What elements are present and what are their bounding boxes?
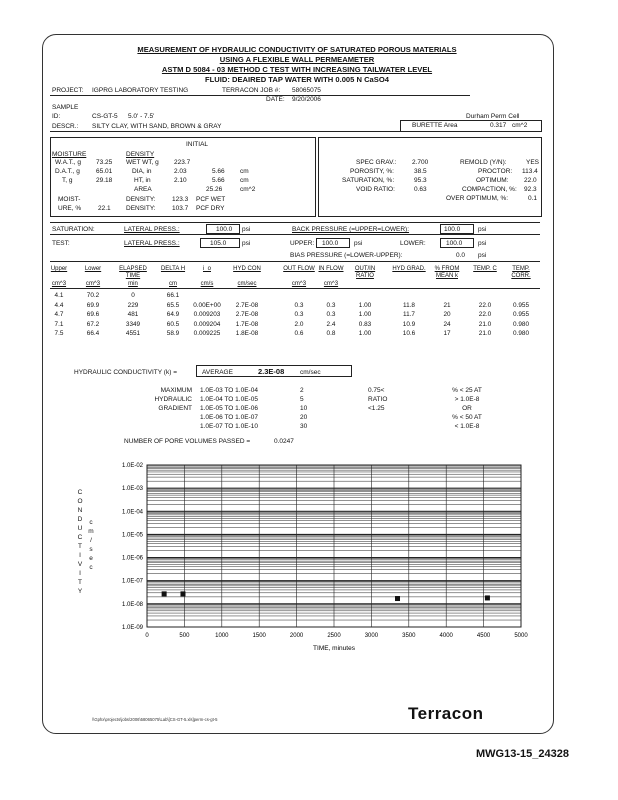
table-header: TEMP. C [473,266,497,272]
criteria-ratio: <1.25 [368,405,385,412]
table-header-unit: min [128,281,138,287]
table-cell: 0.009225 [193,330,221,337]
moisture-label: MOISTURE [52,151,87,158]
table-cell: 10.6 [402,330,416,337]
table-cell: 0.980 [513,330,529,337]
lower-value: 100.0 [446,240,463,247]
void-ratio-label: VOID RATIO: [356,186,395,193]
table-cell: 11.8 [403,301,415,309]
criteria-ratio: RATIO [368,396,388,403]
x-tick-label: 4000 [439,633,453,639]
x-tick-label: 1500 [252,633,266,639]
ht-cm-unit: cm [240,177,249,184]
remold-value: YES [526,159,540,166]
y-axis-letter: N [77,507,83,514]
document-id: MWG13-15_24328 [476,748,569,760]
upper-value: 100.0 [322,240,339,247]
criteria-range: 1.0E-04 TO 1.0E-05 [200,396,258,403]
dat-value: 65.01 [96,168,113,175]
y-tick-label: 1.0E-08 [121,601,143,608]
ht-value: 2.10 [174,177,187,184]
table-cell: 0.009203 [193,311,221,318]
table-header-unit: cm^3 [51,281,67,287]
project-label: PROJECT: [52,87,84,94]
table-cell: 66.1 [166,292,180,299]
table-cell: 64.9 [166,311,180,318]
compaction-value: 92.3 [524,186,537,193]
y-axis-unit-letter: / [90,537,92,544]
criteria-gradient: 5 [300,396,304,403]
table-cell: 58.9 [166,330,180,337]
y-axis-letter: U [77,525,83,532]
y-axis-letter: I [79,552,81,559]
density-wet-value: 123.3 [172,196,189,203]
density-dry-label: DENSITY: [126,205,156,212]
criteria-label-1: MAXIMUM [160,387,192,394]
table-header: HYD CON [233,266,261,272]
over-optimum-label: OVER OPTIMUM, %: [446,195,509,202]
table-header: i_o [202,266,211,272]
table-cell: 24 [443,320,451,328]
table-header: Lower [84,266,102,272]
table-header: ELAPSED TIME [119,266,147,279]
table-cell: 0.8 [326,330,336,337]
table-cell: 67.2 [86,320,100,328]
y-tick-label: 1.0E-09 [121,625,143,631]
ht-cm-value: 5.66 [212,177,225,184]
x-axis-label: TIME, minutes [313,645,355,652]
table-cell: 1.00 [358,301,372,309]
moist-label: MOIST- [58,196,81,203]
ht-label: HT, in [134,177,151,184]
table-header-unit: cm/sec [237,281,257,287]
area-label: AREA [134,186,152,193]
criteria-label-2: HYDRAULIC [154,396,192,403]
data-point [180,591,185,596]
bias-pressure-value: 0.0 [456,252,466,259]
table-cell: 21.0 [478,330,492,337]
initial-heading: INITIAL [186,141,209,148]
psi-3: psi [242,240,251,247]
lateral-press-label-1: LATERAL PRESS.: [124,226,180,233]
table-cell: 0.3 [326,311,336,318]
psi-6: psi [478,252,487,259]
density-dry-unit: PCF DRY [196,205,225,212]
table-cell: 21 [443,301,451,309]
psi-4: psi [354,240,363,247]
porosity-value: 38.5 [414,168,427,175]
y-axis-letter: I [79,570,81,577]
wet-wt-label: WET WT, g [126,159,159,166]
table-cell: 481 [127,311,139,318]
psi-1: psi [242,226,251,233]
average-label: AVERAGE [202,369,233,376]
pore-volumes-value: 0.0247 [274,438,294,445]
title-line-2: USING A FLEXIBLE WALL PERMEAMETER [219,55,375,64]
table-cell: 20 [443,311,451,318]
table-cell: 22.0 [478,301,492,309]
bias-pressure-label: BIAS PRESSURE (=LOWER-UPPER): [290,252,403,259]
dat-label: D.A.T., g [55,168,80,175]
y-axis-letter: C [77,534,83,541]
psi-2: psi [478,226,487,233]
y-axis-letter: V [77,561,83,568]
y-axis-unit-letter: e [89,555,93,562]
void-ratio-value: 0.63 [414,186,427,193]
saturation-stage-label: SATURATION: [52,226,95,233]
burette-unit: cm^2 [512,122,528,129]
file-path: \\Gphx\projects\jobs\2006\58065075\Lab\[CS-GT-5.xls]perm-cs-gt-5 [92,717,218,722]
saturation-value: 95.3 [414,177,427,184]
criteria-gradient: 2 [300,387,304,394]
lateral-press-value-2: 105.0 [210,240,227,247]
tare-value: 29.18 [96,177,113,184]
density-label: DENSITY [126,151,155,158]
criteria-ratio: 0.75< [368,387,385,394]
saturation-label: SATURATION, %: [342,177,395,184]
data-point [162,591,167,596]
lower-label: LOWER: [400,240,426,247]
remold-label: REMOLD (Y/N): [460,159,507,166]
psi-5: psi [478,240,487,247]
spec-grav-label: SPEC GRAV.: [356,159,397,166]
dia-cm-unit: cm [240,168,249,175]
table-cell: 10.9 [402,320,416,328]
table-cell: 7.5 [54,330,64,337]
table-header-unit: cm^3 [323,281,339,287]
y-axis-letter: O [77,498,83,505]
criteria-range: 1.0E-06 TO 1.0E-07 [200,414,258,421]
data-point [395,596,400,601]
table-cell: 0.3 [294,301,304,309]
hydraulic-conductivity-label: HYDRAULIC CONDUCTIVITY (k) = [74,369,177,376]
table-cell: 66.4 [86,330,100,337]
y-tick-label: 1.0E-06 [121,555,143,562]
table-header-unit: cm [169,281,177,287]
table-cell: 7.1 [54,320,64,328]
table-header: TEMP. CORR. [511,266,531,279]
table-cell: 0.6 [294,330,304,337]
table-cell: 2.7E-08 [235,311,259,318]
table-cell: 229 [127,301,139,309]
area-value: 25.26 [206,186,223,193]
x-tick-label: 0 [145,633,149,639]
upper-label: UPPER: [290,240,315,247]
criteria-percent: OR [462,405,472,412]
table-cell: 2.0 [294,320,304,328]
table-cell: 1.00 [358,330,372,337]
terracon-logo: Terracon [408,704,484,723]
table-cell: 21.0 [478,320,492,328]
y-tick-label: 1.0E-05 [121,532,143,539]
table-header: OUT FLOW [283,266,315,272]
proctor-value: 113.4 [522,168,538,175]
dia-value: 2.03 [174,168,187,175]
descr-label: DESCR.: [52,123,79,130]
back-pressure-label: BACK PRESSURE (=UPPER=LOWER): [292,226,410,233]
optimum-value: 22.0 [524,177,537,184]
table-header-unit: cm^3 [85,281,101,287]
table-cell: 70.2 [86,292,100,299]
x-tick-label: 3500 [402,633,416,639]
y-axis-letter: T [78,579,82,586]
table-header: Upper [50,266,68,272]
x-tick-label: 500 [179,633,190,639]
table-cell: 0 [131,292,135,299]
descr-value: SILTY CLAY, WITH SAND, BROWN & GRAY [92,123,222,130]
x-tick-label: 1000 [215,633,229,639]
spec-grav-value: 2.700 [412,159,429,166]
y-axis-unit-letter: c [89,564,93,571]
date-label: DATE: [266,96,285,103]
criteria-gradient: 30 [300,423,308,430]
y-axis-unit-letter: s [89,546,93,553]
criteria-range: 1.0E-05 TO 1.0E-06 [200,405,258,412]
hydraulic-conductivity-unit: cm/sec [300,369,321,376]
burette-value: 0.317 [490,122,507,129]
y-tick-label: 1.0E-07 [121,578,143,585]
table-header: OUT/IN RATIO [354,266,376,279]
ure-label: URE, % [58,205,82,212]
table-cell: 1.8E-08 [235,330,259,337]
table-cell: 0.00E+00 [193,301,221,309]
criteria-percent: % < 25 AT [452,387,482,394]
table-header: IN FLOW [318,266,344,272]
terracon-job-value: 58065075 [292,87,321,94]
criteria-range: 1.0E-03 TO 1.0E-04 [200,387,258,394]
table-cell: 17 [443,330,451,337]
y-axis-label-main [75,488,85,596]
table-cell: 60.5 [166,320,180,328]
table-header: HYD GRAD. [392,266,426,272]
x-tick-label: 2500 [327,633,341,639]
x-tick-label: 3000 [364,633,379,639]
project-value: IGPRG LABORATORY TESTING [92,87,189,94]
proctor-label: PROCTOR: [478,168,513,175]
y-axis-unit-letter: m [88,528,94,535]
back-pressure-value: 100.0 [444,226,461,233]
table-cell: 4551 [125,330,141,337]
depth-value: 5.0' - 7.5' [128,113,155,120]
x-tick-label: 2000 [289,633,304,639]
table-header-unit: cm/s [200,281,214,287]
criteria-label-3: GRADIENT [158,405,192,412]
optimum-label: OPTIMUM: [476,177,509,184]
wet-wt-value: 223.7 [174,159,191,166]
table-cell: 2.4 [326,320,336,328]
x-tick-label: 5000 [514,633,528,639]
table-cell: 4.7 [54,311,64,318]
dia-cm-value: 5.66 [212,168,225,175]
table-cell: 0.83 [358,320,372,328]
id-value: CS-GT-5 [92,113,118,120]
table-cell: 0.980 [513,320,529,328]
wat-label: W.A.T., g [55,159,82,166]
y-axis-letter: Y [77,588,83,595]
y-axis-letter: T [78,543,82,550]
y-axis-label-unit [86,518,96,572]
y-tick-label: 1.0E-03 [121,486,143,493]
hydraulic-conductivity-value: 2.3E-08 [258,367,285,376]
y-tick-label: 1.0E-02 [121,463,143,469]
table-cell: 11.7 [403,311,415,318]
density-wet-label: DENSITY: [126,196,156,203]
table-cell: 4.1 [54,292,64,299]
conductivity-chart [50,460,540,660]
table-cell: 3349 [125,320,141,328]
over-optimum-value: 0.1 [528,195,538,202]
table-cell: 65.5 [166,301,180,309]
criteria-range: 1.0E-07 TO 1.0E-10 [200,423,258,430]
terracon-job-label: TERRACON JOB #: [222,87,281,94]
compaction-label: COMPACTION, %: [462,186,517,193]
lateral-press-value-1: 100.0 [216,226,233,233]
wat-value: 73.25 [96,159,113,166]
table-cell: 1.7E-08 [235,320,259,328]
table-cell: 22.0 [478,311,492,318]
table-cell: 0.009204 [193,320,221,328]
tare-label: T, g [62,177,73,184]
x-tick-label: 4500 [476,633,491,639]
title-line-4: FLUID: DEAIRED TAP WATER WITH 0.005 N CaSO4 [205,75,389,84]
criteria-percent: < 1.0E-8 [454,423,480,430]
sample-label: SAMPLE [52,104,79,111]
y-tick-label: 1.0E-04 [121,509,143,516]
criteria-percent: % < 50 AT [452,414,482,421]
area-unit: cm^2 [240,186,256,193]
date-value: 9/20/2006 [292,96,321,103]
cell-label: Durham Perm Cell [466,113,520,120]
dia-label: DIA, in [132,168,152,175]
table-cell: 0.955 [513,311,529,318]
table-cell: 69.9 [86,301,100,309]
table-cell: 1.00 [358,311,372,318]
table-cell: 0.3 [294,311,304,318]
table-cell: 0.3 [326,301,336,309]
burette-label: BURETTE Area [412,122,458,129]
ure-value: 22.1 [98,205,111,212]
criteria-gradient: 20 [300,414,308,421]
test-stage-label: TEST: [52,240,70,247]
table-header-unit: cm^3 [291,281,307,287]
criteria-gradient: 10 [300,405,308,412]
title-line-1: MEASUREMENT OF HYDRAULIC CONDUCTIVITY OF SATURATED POROUS MATERIALS [137,45,457,54]
title-line-3: ASTM D 5084 - 03 METHOD C TEST WITH INCREASING TAILWATER LEVEL [161,65,433,74]
lateral-press-label-2: LATERAL PRESS.: [124,240,180,247]
table-cell: 4.4 [54,301,64,309]
id-label: ID: [52,113,61,120]
table-header: DELTA H [160,266,186,272]
y-axis-letter: C [77,489,83,496]
y-axis-letter: D [77,516,83,523]
table-cell: 69.6 [86,311,100,318]
table-cell: 2.7E-08 [235,301,259,309]
porosity-label: POROSITY, %: [350,168,394,175]
data-point [485,595,490,600]
density-wet-unit: PCF WET [196,196,226,203]
density-dry-value: 103.7 [172,205,189,212]
table-cell: 0.955 [513,301,529,309]
criteria-percent: > 1.0E-8 [454,396,480,403]
y-axis-unit-letter: c [89,519,93,526]
pore-volumes-label: NUMBER OF PORE VOLUMES PASSED = [124,438,251,445]
table-header: % FROM MEAN k [434,266,460,279]
